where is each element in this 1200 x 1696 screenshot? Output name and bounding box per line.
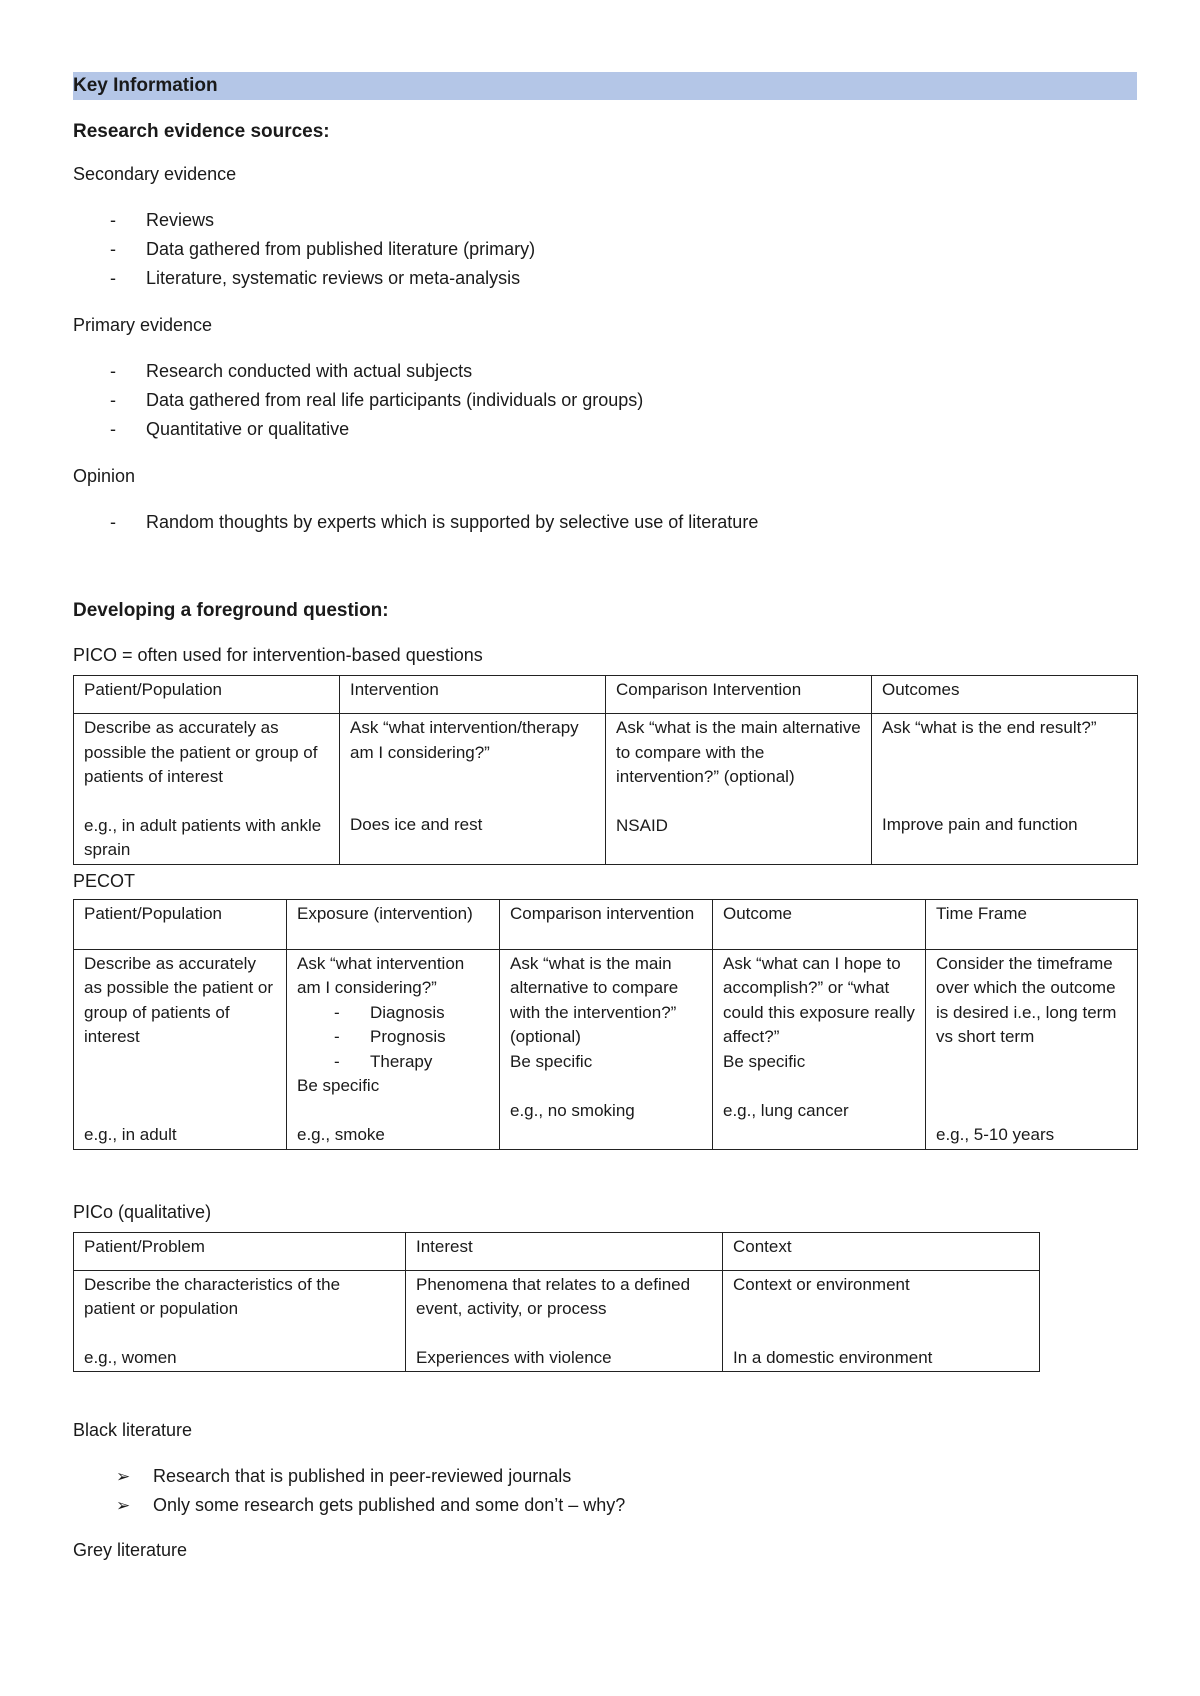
evidence-sources-title: Research evidence sources: [73,121,330,142]
arrow-bullet-icon: ➢ [116,1496,131,1515]
opinion-label: Opinion [73,466,136,486]
dash-bullet: - [110,210,116,230]
table-cell: Ask “what intervention am I considering?” - Diagnosis - Prognosis - Therapy Be specific e.g., smoke [287,949,500,1149]
list-item: ➢ Only some research gets published and some don’t – why? [73,1491,1137,1520]
arrow-bullet-icon: ➢ [116,1467,131,1486]
table-header-cell: Patient/Population [74,899,287,949]
table-header-cell: Intervention [340,676,606,714]
table-cell: Context or environment In a domestic environment [723,1270,1040,1372]
dash-bullet: - [334,1051,340,1071]
table-header-row [74,1232,1040,1270]
table-cell: Describe the characteristics of the patient or population e.g., women [74,1270,406,1372]
primary-evidence-list [73,357,1137,444]
pecot-caption: PECOT [73,870,136,891]
table-cell: Ask “what can I hope to accomplish?” or “what could this exposure really affect?” Be specific e.g., lung cancer [713,949,926,1149]
black-literature-list [73,1462,1137,1520]
table-cell: Describe as accurately as possible the patient or group of patients of interest e.g., in adult patients with ankle sprain [74,714,340,865]
table-header-cell: Comparison intervention [500,899,713,949]
table-cell: Phenomena that relates to a defined event, activity, or process Experiences with violence [406,1270,723,1372]
table-header-cell: Patient/Problem [74,1232,406,1270]
table-header-cell: Time Frame [926,899,1138,949]
pico-table [73,675,1138,865]
list-item: - Prognosis [297,1025,489,1050]
table-header-cell: Patient/Population [74,676,340,714]
list-item: - Reviews [73,206,1137,235]
table-header-cell: Exposure (intervention) [287,899,500,949]
pico-qualitative-caption: PICo (qualitative) [73,1201,212,1222]
pico-qualitative-table [73,1232,1040,1373]
list-item: - Therapy [297,1050,489,1075]
secondary-evidence-label: Secondary evidence [73,164,237,184]
list-item: - Diagnosis [297,1001,489,1026]
table-header-cell: Interest [406,1232,723,1270]
dash-bullet: - [110,239,116,259]
document-page [73,72,1137,1582]
list-item: - Research conducted with actual subjects [73,357,1137,386]
dash-bullet: - [110,268,116,288]
dash-bullet: - [110,390,116,410]
table-cell: Ask “what is the main alternative to compare with the intervention?” (optional) Be specific e.g., no smoking [500,949,713,1149]
opinion-list [73,508,1137,537]
table-header-cell: Outcome [713,899,926,949]
dash-bullet: - [110,419,116,439]
dash-bullet: - [334,1002,340,1022]
table-header-cell: Comparison Intervention [606,676,872,714]
foreground-question-title: Developing a foreground question: [73,600,389,621]
list-item: - Quantitative or qualitative [73,415,1137,444]
pecot-table [73,899,1138,1150]
exposure-types-list [297,1001,489,1075]
table-header-row [74,676,1138,714]
table-row [74,949,1138,1149]
key-information-header: Key Information [73,72,1137,100]
list-item: - Data gathered from real life participants (individuals or groups) [73,386,1137,415]
secondary-evidence-list [73,206,1137,293]
list-item: - Literature, systematic reviews or meta-analysis [73,264,1137,293]
table-cell: Ask “what is the end result?” Improve pain and function [872,714,1138,865]
table-header-cell: Outcomes [872,676,1138,714]
table-cell: Ask “what intervention/therapy am I considering?” Does ice and rest [340,714,606,865]
table-header-cell: Context [723,1232,1040,1270]
table-row [74,714,1138,865]
list-item: - Data gathered from published literature (primary) [73,235,1137,264]
dash-bullet: - [334,1027,340,1046]
primary-evidence-label: Primary evidence [73,315,213,335]
list-item: ➢ Research that is published in peer-reviewed journals [73,1462,1137,1491]
table-cell: Consider the timeframe over which the outcome is desired i.e., long term vs short term e.g., 5-10 years [926,949,1138,1149]
table-cell: Describe as accurately as possible the patient or group of patients of interest e.g., in adult [74,949,287,1149]
list-item: - Random thoughts by experts which is supported by selective use of literature [73,508,1137,537]
dash-bullet: - [110,361,116,381]
table-cell: Ask “what is the main alternative to compare with the intervention?” (optional) NSAID [606,714,872,865]
dash-bullet: - [110,512,116,532]
table-row [74,1270,1040,1372]
pico-caption: PICO = often used for intervention-based questions [73,645,483,665]
black-literature-label: Black literature [73,1420,193,1440]
grey-literature-label: Grey literature [73,1540,188,1560]
table-header-row [74,899,1138,949]
